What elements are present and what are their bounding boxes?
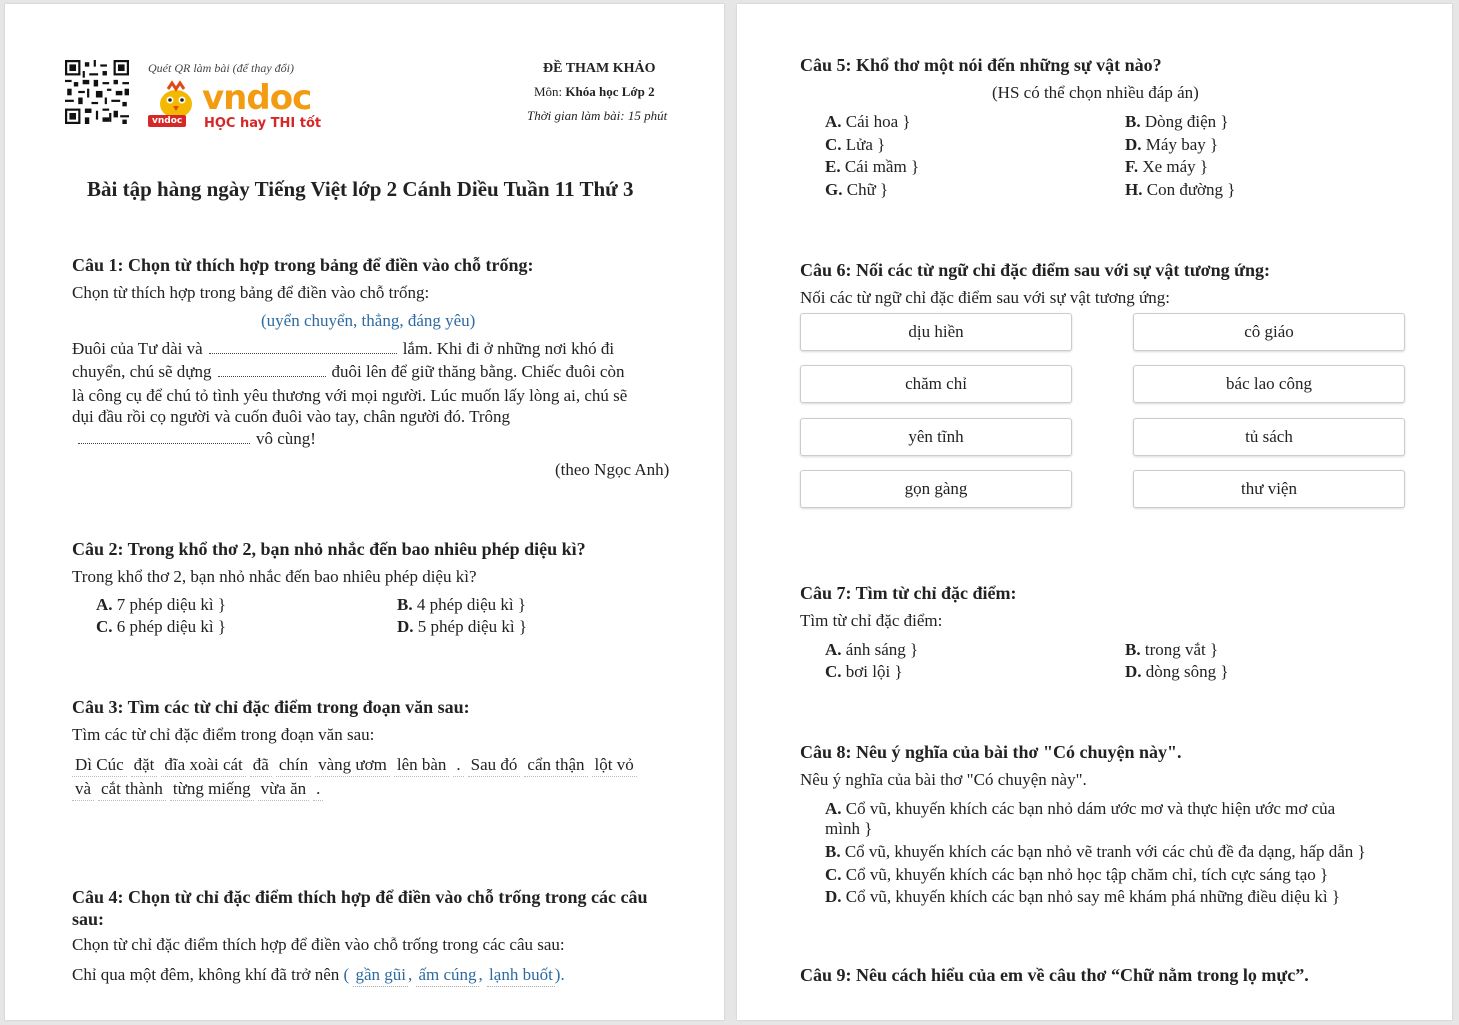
option-text: bơi lội } — [841, 662, 903, 681]
option-letter: D. — [1125, 135, 1142, 154]
q6-prompt: Nối các từ ngữ chỉ đặc điểm sau với sự vật tương ứng: — [800, 288, 1170, 307]
option-text: Chữ } — [842, 180, 889, 199]
q1-line-5 — [78, 428, 316, 450]
q4-prompt: Chọn từ chỉ đặc điểm thích hợp để điền vào chỗ trống trong các câu sau: — [72, 935, 565, 954]
q7-option-a[interactable] — [825, 639, 918, 661]
option-letter: C. — [825, 662, 842, 681]
q3-word[interactable]: . — [453, 754, 463, 777]
q3-word[interactable]: chín — [276, 754, 311, 777]
q5-option-c[interactable] — [825, 134, 885, 156]
q5-option-b[interactable] — [1125, 111, 1229, 133]
q1-text: vô cùng! — [256, 429, 316, 448]
option-letter: B. — [1125, 640, 1141, 659]
q8-option-a[interactable] — [825, 798, 1335, 820]
qr-code-icon[interactable] — [65, 60, 129, 124]
q2-option-c[interactable] — [96, 616, 226, 638]
q4-comma: , — [478, 965, 483, 984]
q6-right-item[interactable]: tủ sách — [1133, 418, 1405, 456]
q3-word[interactable]: lột vỏ — [592, 754, 637, 777]
q3-word[interactable]: vàng ươm — [315, 754, 390, 777]
q3-word[interactable]: lên bàn — [394, 754, 450, 777]
qr-caption: Quét QR làm bài (để thay đổi) — [148, 61, 294, 75]
q3-title: Câu 3: Tìm các từ chỉ đặc điểm trong đoạn văn sau: — [72, 697, 470, 717]
option-letter: B. — [825, 842, 841, 861]
doc-title: Bài tập hàng ngày Tiếng Việt lớp 2 Cánh Diều Tuần 11 Thứ 3 — [87, 177, 634, 201]
q5-note: (HS có thể chọn nhiều đáp án) — [992, 83, 1199, 102]
q3-word[interactable]: Dì Cúc — [72, 754, 127, 777]
q8-title: Câu 8: Nêu ý nghĩa của bài thơ "Có chuyện này". — [800, 742, 1182, 762]
option-text: Cổ vũ, khuyến khích các bạn nhỏ vẽ tranh với các chủ đề đa dạng, hấp dẫn } — [840, 842, 1366, 861]
exam-label: ĐỀ THAM KHẢO — [543, 61, 656, 76]
subject-name: Khóa học Lớp 2 — [565, 84, 655, 99]
option-text: Cổ vũ, khuyến khích các bạn nhỏ say mê khám phá những điều diệu kì } — [841, 887, 1340, 906]
option-text: Cái mầm } — [840, 157, 920, 176]
q5-option-a[interactable] — [825, 111, 911, 133]
option-text: Con đường } — [1142, 180, 1236, 199]
page-right — [737, 4, 1452, 1020]
q1-line-1 — [72, 338, 614, 360]
option-text: ánh sáng } — [841, 640, 919, 659]
q1-choices: (uyển chuyển, thẳng, đáng yêu) — [261, 311, 476, 330]
option-letter: C. — [96, 617, 113, 636]
option-letter: H. — [1125, 180, 1143, 199]
option-text: trong vắt } — [1140, 640, 1219, 659]
q4-option-2[interactable]: ấm cúng — [416, 964, 478, 987]
q1-line-4: dụi đầu rồi cọ người và cuốn đuôi vào tay, chân người đó. Trông — [72, 407, 511, 426]
q9-title: Câu 9: Nêu cách hiểu của em về câu thơ “Chữ nằm trong lọ mực”. — [800, 965, 1309, 985]
q5-option-h[interactable] — [1125, 179, 1235, 201]
q2-prompt: Trong khổ thơ 2, bạn nhỏ nhắc đến bao nhiêu phép diệu kì? — [72, 567, 477, 586]
q3-word[interactable]: cắt thành — [98, 778, 166, 801]
option-letter: A. — [825, 640, 842, 659]
q3-line-1 — [72, 754, 641, 777]
q8-option-c[interactable] — [825, 864, 1328, 886]
q1-line-2 — [72, 361, 624, 383]
option-letter: E. — [825, 157, 841, 176]
q4-paren: ). — [554, 965, 565, 984]
q1-prompt: Chọn từ thích hợp trong bảng để điền vào chỗ trống: — [72, 283, 430, 302]
option-letter: D. — [1125, 662, 1142, 681]
q6-left-item[interactable]: chăm chỉ — [800, 365, 1072, 403]
option-letter: A. — [825, 112, 842, 131]
q1-text: đuôi lên để giữ thăng bằng. Chiếc đuôi còn — [331, 362, 625, 381]
q4-sentence-text: Chỉ qua một đêm, không khí đã trở nên — [72, 965, 340, 984]
q4-paren: ( — [343, 965, 350, 984]
logo-wordmark: vndoc — [202, 78, 312, 118]
logo-slogan: HỌC hay THI tốt — [204, 116, 322, 131]
q3-word[interactable]: đĩa xoài cát — [161, 754, 245, 777]
option-letter: F. — [1125, 157, 1139, 176]
q5-option-g[interactable] — [825, 179, 888, 201]
q2-option-b[interactable] — [397, 594, 526, 616]
q8-option-d[interactable] — [825, 886, 1340, 908]
q3-word[interactable]: từng miếng — [170, 778, 254, 801]
q8-option-a-cont[interactable]: mình } — [825, 819, 873, 838]
option-text: 7 phép diệu kì } — [112, 595, 226, 614]
option-letter: A. — [825, 799, 842, 818]
q7-prompt: Tìm từ chỉ đặc điểm: — [800, 611, 943, 630]
q3-word[interactable]: Sau đó — [468, 754, 521, 777]
q5-title: Câu 5: Khổ thơ một nói đến những sự vật nào? — [800, 55, 1162, 75]
option-letter: D. — [825, 887, 842, 906]
option-text: 6 phép diệu kì } — [112, 617, 226, 636]
q4-option-3[interactable]: lạnh buốt — [487, 964, 555, 987]
option-text: 4 phép diệu kì } — [412, 595, 527, 614]
q3-word[interactable]: và — [72, 778, 94, 801]
option-text: Xe máy } — [1138, 157, 1209, 176]
q6-left-item[interactable]: dịu hiền — [800, 313, 1072, 351]
time-limit: Thời gian làm bài: 15 phút — [527, 108, 668, 123]
q4-sentence — [72, 964, 565, 987]
q7-option-d[interactable] — [1125, 661, 1229, 683]
q3-line-2 — [72, 778, 327, 801]
option-letter: G. — [825, 180, 843, 199]
subject-line — [534, 84, 655, 100]
q8-option-b[interactable] — [825, 841, 1366, 863]
subject-prefix: Môn: — [534, 84, 566, 99]
q4-title-cont: sau: — [72, 909, 105, 929]
q3-word[interactable]: . — [313, 778, 323, 801]
q5-option-e[interactable] — [825, 156, 919, 178]
q1-text: Đuôi của Tư dài và — [72, 339, 203, 358]
q6-left-item[interactable]: gọn gàng — [800, 470, 1072, 508]
logo-badge: vndoc — [148, 115, 186, 127]
option-letter: B. — [1125, 112, 1141, 131]
option-text: dòng sông } — [1141, 662, 1229, 681]
q3-word[interactable]: vừa ăn — [258, 778, 310, 801]
q7-option-c[interactable] — [825, 661, 903, 683]
q6-left-item[interactable]: yên tĩnh — [800, 418, 1072, 456]
q1-title: Câu 1: Chọn từ thích hợp trong bảng để điền vào chỗ trống: — [72, 255, 534, 275]
q1-source: (theo Ngọc Anh) — [555, 460, 670, 479]
q3-word[interactable]: đã — [250, 754, 272, 777]
q1-line-3: là công cụ để chú tỏ tình yêu thương với mọi người. Lúc muốn lấy lòng ai, chú sẽ — [72, 386, 628, 405]
q7-title: Câu 7: Tìm từ chỉ đặc điểm: — [800, 583, 1017, 603]
option-text: Cái hoa } — [841, 112, 911, 131]
q3-word[interactable]: đặt — [131, 754, 158, 777]
q2-option-d[interactable] — [397, 616, 527, 638]
q5-option-f[interactable] — [1125, 156, 1208, 178]
option-letter: B. — [397, 595, 413, 614]
q5-option-d[interactable] — [1125, 134, 1218, 156]
q6-right-item[interactable]: cô giáo — [1133, 313, 1405, 351]
q1-blank-3[interactable] — [78, 431, 250, 444]
option-letter: C. — [825, 865, 842, 884]
q8-prompt: Nêu ý nghĩa của bài thơ "Có chuyện này". — [800, 770, 1087, 789]
option-text: Lửa } — [841, 135, 886, 154]
page-left — [5, 4, 724, 1020]
chick-mascot-icon — [154, 80, 198, 120]
option-letter: D. — [397, 617, 414, 636]
option-letter: A. — [96, 595, 113, 614]
option-text: Cổ vũ, khuyến khích các bạn nhỏ dám ước mơ và thực hiện ước mơ của — [841, 799, 1336, 818]
q6-title: Câu 6: Nối các từ ngữ chỉ đặc điểm sau với sự vật tương ứng: — [800, 260, 1270, 280]
q1-blank-1[interactable] — [209, 341, 397, 354]
q3-word[interactable]: cẩn thận — [524, 754, 587, 777]
q2-option-a[interactable] — [96, 594, 226, 616]
option-text: 5 phép diệu kì } — [413, 617, 527, 636]
option-text: Cổ vũ, khuyến khích các bạn nhỏ học tập chăm chỉ, tích cực sáng tạo } — [841, 865, 1329, 884]
option-letter: C. — [825, 135, 842, 154]
q6-right-item[interactable]: bác lao công — [1133, 365, 1405, 403]
q4-comma: , — [407, 965, 413, 984]
q3-prompt: Tìm các từ chỉ đặc điểm trong đoạn văn sau: — [72, 725, 375, 744]
q4-title: Câu 4: Chọn từ chỉ đặc điểm thích hợp để điền vào chỗ trống trong các câu — [72, 887, 648, 907]
vndoc-logo[interactable] — [148, 78, 322, 132]
q2-title: Câu 2: Trong khổ thơ 2, bạn nhỏ nhắc đến bao nhiêu phép diệu kì? — [72, 539, 586, 559]
q1-text: chuyển, chú sẽ dựng — [72, 362, 212, 381]
q1-text: lắm. Khi đi ở những nơi khó đi — [402, 339, 615, 358]
q6-right-item[interactable]: thư viện — [1133, 470, 1405, 508]
option-text: Máy bay } — [1141, 135, 1219, 154]
q7-option-b[interactable] — [1125, 639, 1218, 661]
q4-option-1[interactable]: gần gũi — [353, 964, 408, 987]
option-text: Dòng điện } — [1140, 112, 1229, 131]
q1-blank-2[interactable] — [218, 364, 326, 377]
